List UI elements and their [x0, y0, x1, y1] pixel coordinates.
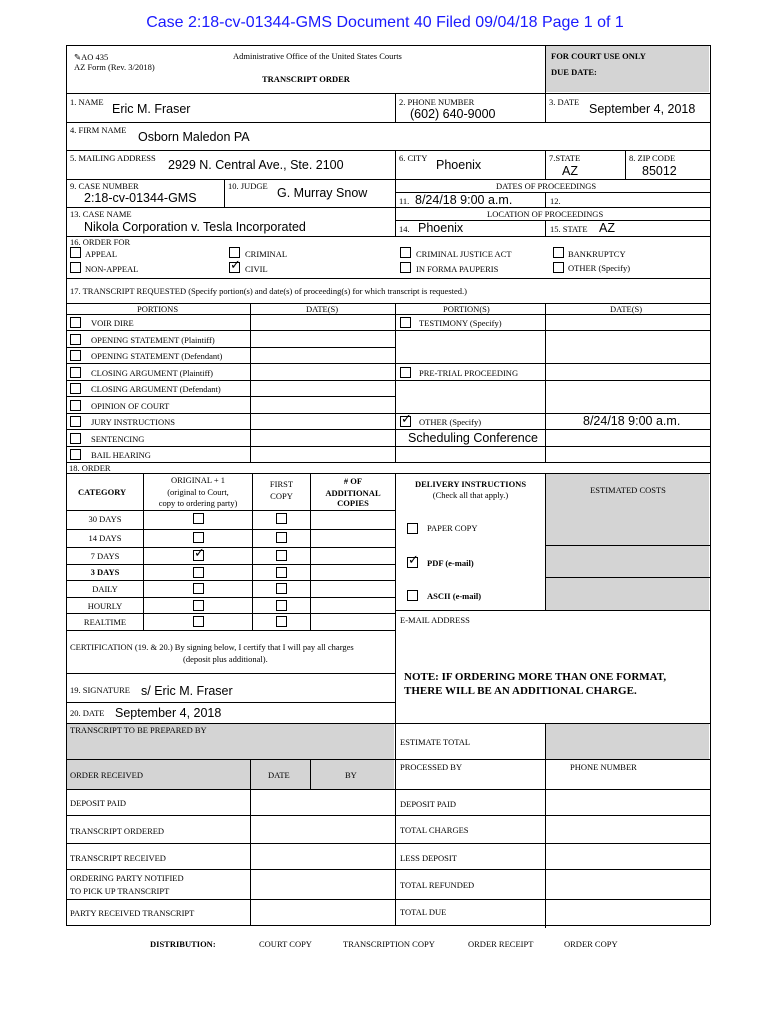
non-appeal-checkbox[interactable]	[70, 262, 81, 273]
category-header: CATEGORY	[78, 487, 127, 497]
transcript-requested-label: 17. TRANSCRIPT REQUESTED (Specify portion(s) and date(s) of proceeding(s) for which transcript is requested.)	[70, 286, 467, 296]
ifp-checkbox[interactable]	[400, 262, 411, 273]
form-revision: AZ Form (Rev. 3/2018)	[74, 62, 155, 72]
order-received-label: ORDER RECEIVED	[70, 770, 143, 780]
city-field[interactable]: Phoenix	[436, 158, 482, 172]
first-hourly-checkbox[interactable]	[276, 600, 287, 611]
civil-checkbox[interactable]	[229, 262, 240, 273]
ascii-checkbox[interactable]	[407, 590, 418, 601]
distribution-court-copy: COURT COPY	[259, 939, 312, 949]
field-12-label: 12.	[550, 196, 561, 206]
voir-dire-checkbox[interactable]	[70, 317, 81, 328]
field-15-label: 15. STATE	[550, 224, 588, 234]
pdf-label: PDF (e-mail)	[427, 558, 474, 568]
cert-date-label: 20. DATE	[70, 708, 105, 718]
other-label: OTHER (Specify)	[568, 263, 631, 273]
opinion-checkbox[interactable]	[70, 400, 81, 411]
estimate-total-label: ESTIMATE TOTAL	[400, 737, 471, 747]
date-label: 3. DATE	[549, 97, 580, 107]
location-of-proceedings-label: LOCATION OF PROCEEDINGS	[487, 209, 604, 219]
first-realtime-checkbox[interactable]	[276, 616, 287, 627]
closing-plaintiff-label: CLOSING ARGUMENT (Plaintiff)	[91, 368, 213, 378]
criminal-checkbox[interactable]	[229, 247, 240, 258]
bail-hearing-checkbox[interactable]	[70, 449, 81, 460]
row-realtime: REALTIME	[83, 617, 127, 627]
form-title: TRANSCRIPT ORDER	[262, 74, 350, 84]
row-7-days: 7 DAYS	[90, 551, 120, 561]
jury-instructions-checkbox[interactable]	[70, 416, 81, 427]
sentencing-label: SENTENCING	[91, 434, 145, 444]
dates-header-right: DATE(S)	[610, 304, 643, 314]
deposit-paid-left-label: DEPOSIT PAID	[70, 798, 126, 808]
original-header: ORIGINAL + 1	[170, 475, 226, 485]
first-7-days-checkbox[interactable]	[276, 550, 287, 561]
closing-defendant-label: CLOSING ARGUMENT (Defendant)	[91, 384, 221, 394]
portions-header: PORTIONS	[137, 304, 179, 314]
voir-dire-label: VOIR DIRE	[91, 318, 134, 328]
total-charges-label: TOTAL CHARGES	[400, 825, 469, 835]
processed-by-label: PROCESSED BY	[400, 762, 463, 772]
testimony-checkbox[interactable]	[400, 317, 411, 328]
field-15[interactable]: AZ	[599, 221, 615, 235]
pretrial-checkbox[interactable]	[400, 367, 411, 378]
first-30-days-checkbox[interactable]	[276, 513, 287, 524]
other-proceeding-date[interactable]: 8/24/18 9:00 a.m.	[583, 414, 681, 428]
date-field[interactable]: September 4, 2018	[589, 102, 696, 116]
firm-label: 4. FIRM NAME	[70, 125, 127, 135]
opinion-label: OPINION OF COURT	[91, 401, 170, 411]
signature-label: 19. SIGNATURE	[70, 685, 130, 695]
dates-header: DATE(S)	[306, 304, 339, 314]
distribution-order-copy: ORDER COPY	[564, 939, 618, 949]
judge-label: 10. JUDGE	[228, 181, 268, 191]
form-id: ✎AO 435	[74, 52, 109, 62]
row-hourly: HOURLY	[87, 601, 123, 611]
original-sub2: copy to ordering party)	[158, 498, 238, 508]
other-checkbox[interactable]	[553, 262, 564, 273]
deposit-paid-right-label: DEPOSIT PAID	[400, 799, 456, 809]
certification-subtext: (deposit plus additional).	[183, 654, 268, 664]
original-realtime-checkbox[interactable]	[193, 616, 204, 627]
cja-label: CRIMINAL JUSTICE ACT	[416, 249, 512, 259]
case-name-label: 13. CASE NAME	[70, 209, 132, 219]
row-14-days: 14 DAYS	[88, 533, 122, 543]
other-proceeding-checkbox[interactable]	[400, 416, 411, 427]
address-label: 5. MAILING ADDRESS	[70, 153, 156, 163]
sentencing-checkbox[interactable]	[70, 433, 81, 444]
appeal-checkbox[interactable]	[70, 247, 81, 258]
party-notified-label-2: TO PICK UP TRANSCRIPT	[70, 886, 170, 896]
order-section-label: 18. ORDER	[69, 463, 111, 473]
first-daily-checkbox[interactable]	[276, 583, 287, 594]
original-30-days-checkbox[interactable]	[193, 513, 204, 524]
opening-defendant-label: OPENING STATEMENT (Defendant)	[91, 351, 223, 361]
address-field[interactable]: 2929 N. Central Ave., Ste. 2100	[168, 158, 344, 172]
num-of-header: # OF	[343, 476, 363, 486]
jury-instructions-label: JURY INSTRUCTIONS	[91, 417, 175, 427]
original-3-days-checkbox[interactable]	[193, 567, 204, 578]
note-line-2: THERE WILL BE AN ADDITIONAL CHARGE.	[404, 685, 637, 697]
testimony-label: TESTIMONY (Specify)	[419, 318, 502, 328]
copy-header: COPY	[270, 491, 293, 501]
name-field[interactable]: Eric M. Fraser	[112, 102, 191, 116]
bankruptcy-checkbox[interactable]	[553, 247, 564, 258]
zip-label: 8. ZIP CODE	[629, 153, 676, 163]
agency-name: Administrative Office of the United States Courts	[233, 51, 402, 61]
row-3-days: 3 DAYS	[90, 567, 120, 577]
delivery-subheader: (Check all that apply.)	[432, 490, 509, 500]
copies-header: COPIES	[337, 498, 369, 508]
total-due-label: TOTAL DUE	[400, 907, 447, 917]
bankruptcy-label: BANKRUPTCY	[568, 249, 626, 259]
cert-date-field[interactable]: September 4, 2018	[115, 706, 222, 720]
case-number-label: 9. CASE NUMBER	[70, 181, 139, 191]
paper-copy-checkbox[interactable]	[407, 523, 418, 534]
name-label: 1. NAME	[70, 97, 104, 107]
case-stamp: Case 2:18-cv-01344-GMS Document 40 Filed 09/04/18 Page 1 of 1	[146, 14, 624, 31]
pdf-checkbox[interactable]	[407, 557, 418, 568]
estimated-costs-header: ESTIMATED COSTS	[590, 485, 666, 495]
delivery-header: DELIVERY INSTRUCTIONS	[414, 479, 527, 489]
judge-field[interactable]: G. Murray Snow	[277, 186, 368, 200]
opening-defendant-checkbox[interactable]	[70, 350, 81, 361]
field-14-label: 14.	[399, 224, 410, 234]
opening-plaintiff-label: OPENING STATEMENT (Plaintiff)	[91, 335, 215, 345]
phone-label: 2. PHONE NUMBER	[399, 97, 475, 107]
other-proceeding-description[interactable]: Scheduling Conference	[408, 431, 538, 445]
party-received-label: PARTY RECEIVED TRANSCRIPT	[70, 908, 195, 918]
note-line-1: NOTE: IF ORDERING MORE THAN ONE FORMAT,	[404, 671, 667, 683]
additional-header: ADDITIONAL	[325, 488, 381, 498]
order-for-label: 16. ORDER FOR	[70, 237, 131, 247]
transcript-ordered-label: TRANSCRIPT ORDERED	[70, 826, 165, 836]
first-3-days-checkbox[interactable]	[276, 567, 287, 578]
date-column-label: DATE	[268, 770, 290, 780]
appeal-label: APPEAL	[85, 249, 118, 259]
total-refunded-label: TOTAL REFUNDED	[400, 880, 475, 890]
state-label: 7.STATE	[549, 153, 581, 163]
closing-defendant-checkbox[interactable]	[70, 383, 81, 394]
distribution-label: DISTRIBUTION:	[150, 939, 216, 949]
email-address-label: E-MAIL ADDRESS	[400, 615, 470, 625]
certification-text: CERTIFICATION (19. & 20.) By signing below, I certify that I will pay all charges	[70, 642, 354, 652]
distribution-order-receipt: ORDER RECEIPT	[468, 939, 534, 949]
cja-checkbox[interactable]	[400, 247, 411, 258]
civil-label: CIVIL	[245, 264, 268, 274]
field-11-label: 11.	[399, 196, 410, 206]
phone-field[interactable]: (602) 640-9000	[410, 107, 496, 121]
non-appeal-label: NON-APPEAL	[85, 264, 139, 274]
bail-hearing-label: BAIL HEARING	[91, 450, 151, 460]
original-7-days-checkbox[interactable]	[193, 550, 204, 561]
party-notified-label-1: ORDERING PARTY NOTIFIED	[70, 873, 184, 883]
ascii-label: ASCII (e-mail)	[427, 591, 482, 601]
transcript-received-label: TRANSCRIPT RECEIVED	[70, 853, 166, 863]
due-date-label: DUE DATE:	[551, 67, 597, 77]
ifp-label: IN FORMA PAUPERIS	[416, 264, 499, 274]
court-use-label: FOR COURT USE ONLY	[551, 51, 646, 61]
distribution-transcription-copy: TRANSCRIPTION COPY	[343, 939, 435, 949]
criminal-label: CRIMINAL	[245, 249, 288, 259]
original-14-days-checkbox[interactable]	[193, 532, 204, 543]
by-column-label: BY	[345, 770, 357, 780]
city-label: 6. CITY	[399, 153, 428, 163]
firm-field[interactable]: Osborn Maledon PA	[138, 130, 250, 144]
row-30-days: 30 DAYS	[88, 514, 122, 524]
phone-number-label: PHONE NUMBER	[570, 762, 637, 772]
first-header: FIRST	[269, 479, 294, 489]
field-14[interactable]: Phoenix	[418, 221, 464, 235]
original-daily-checkbox[interactable]	[193, 583, 204, 594]
original-sub1: (original to Court,	[167, 487, 229, 497]
less-deposit-label: LESS DEPOSIT	[400, 853, 457, 863]
paper-copy-label: PAPER COPY	[427, 523, 478, 533]
dates-of-proceedings-label: DATES OF PROCEEDINGS	[496, 181, 597, 191]
pretrial-label: PRE-TRIAL PROCEEDING	[419, 368, 519, 378]
case-number-field[interactable]: 2:18-cv-01344-GMS	[84, 191, 197, 205]
signature-field[interactable]: s/ Eric M. Fraser	[141, 684, 233, 698]
closing-plaintiff-checkbox[interactable]	[70, 367, 81, 378]
case-name-field[interactable]: Nikola Corporation v. Tesla Incorporated	[84, 220, 306, 234]
original-hourly-checkbox[interactable]	[193, 600, 204, 611]
portions-header-right: PORTION(S)	[443, 304, 490, 314]
zip-field[interactable]: 85012	[642, 164, 677, 178]
first-14-days-checkbox[interactable]	[276, 532, 287, 543]
opening-plaintiff-checkbox[interactable]	[70, 334, 81, 345]
field-11[interactable]: 8/24/18 9:00 a.m.	[415, 193, 513, 207]
row-daily: DAILY	[92, 584, 118, 594]
state-field[interactable]: AZ	[562, 164, 578, 178]
prepared-by-label: TRANSCRIPT TO BE PREPARED BY	[70, 725, 207, 735]
other-proceeding-label: OTHER (Specify)	[419, 417, 482, 427]
